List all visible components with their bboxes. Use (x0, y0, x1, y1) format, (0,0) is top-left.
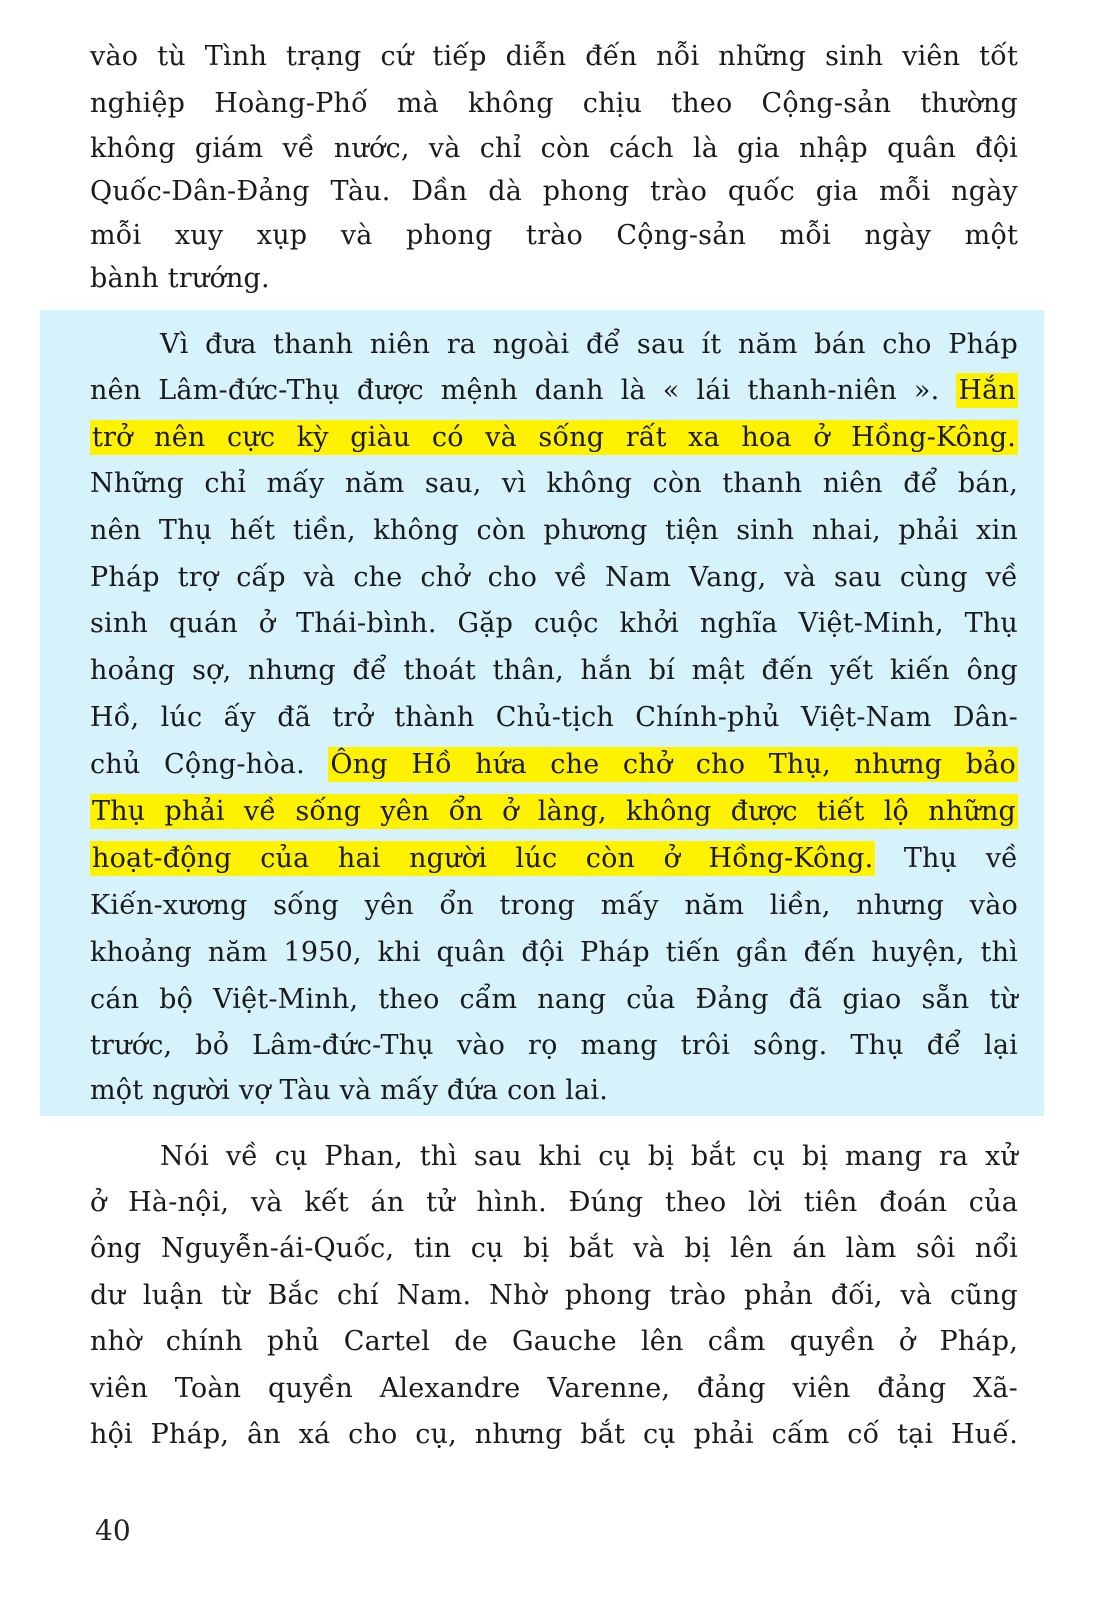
text-line: nên Thụ hết tiền, không còn phương tiện sinh nhai, phải xin (90, 515, 1018, 546)
text-line: Những chỉ mấy năm sau, vì không còn thanh niên để bán, (90, 468, 1018, 499)
highlighted-text: Thụ phải về sống yên ổn ở làng, không được tiết lộ những (92, 796, 1016, 827)
text-line: Quốc-Dân-Đảng Tàu. Dần dà phong trào quốc gia mỗi ngày (90, 176, 1018, 207)
text-segment: nên Lâm-đức-Thụ được mệnh danh là « lái thanh-niên ». (90, 375, 940, 406)
text-line: Kiến-xương sống yên ổn trong mấy năm liền, nhưng vào (90, 890, 1018, 921)
text-line: dư luận từ Bắc chí Nam. Nhờ phong trào phản đối, và cũng (90, 1280, 1018, 1311)
text-line: hoảng sợ, nhưng để thoát thân, hắn bí mật đến yết kiến ông (90, 655, 1018, 686)
text-line-highlighted (90, 795, 1018, 829)
text-line: vào tù Tình trạng cứ tiếp diễn đến nỗi những sinh viên tốt (90, 41, 1018, 72)
text-line: trước, bỏ Lâm-đức-Thụ vào rọ mang trôi sông. Thụ để lại (90, 1030, 1018, 1061)
text-line: cán bộ Việt-Minh, theo cẩm nang của Đảng đã giao sẵn từ (90, 984, 1018, 1015)
text-line: hội Pháp, ân xá cho cụ, nhưng bắt cụ phải cấm cố tại Huế. (90, 1419, 1018, 1450)
text-line: viên Toàn quyền Alexandre Varenne, đảng viên đảng Xã- (90, 1373, 1018, 1404)
text-line: khoảng năm 1950, khi quân đội Pháp tiến gần đến huyện, thì (90, 937, 1018, 968)
text-line: sinh quán ở Thái-bình. Gặp cuộc khởi nghĩa Việt-Minh, Thụ (90, 608, 1018, 639)
text-line-mixed (90, 842, 1018, 876)
text-segment: Thụ về (903, 843, 1018, 874)
text-line: bành trướng. (90, 263, 270, 294)
page-number: 40 (95, 1514, 131, 1547)
text-segment: chủ Cộng-hòa. (90, 749, 305, 780)
text-line: Hồ, lúc ấy đã trở thành Chủ-tịch Chính-phủ Việt-Nam Dân- (90, 702, 1018, 733)
text-line: nghiệp Hoàng-Phố mà không chịu theo Cộng-sản thường (90, 88, 1018, 119)
highlighted-text: hoạt-động của hai người lúc còn ở Hồng-Kông. (92, 843, 874, 874)
text-line: Vì đưa thanh niên ra ngoài để sau ít năm bán cho Pháp (160, 329, 1018, 360)
text-line: Pháp trợ cấp và che chở cho về Nam Vang, và sau cùng về (90, 562, 1018, 593)
text-line: mỗi xuy xụp và phong trào Cộng-sản mỗi ngày một (90, 220, 1018, 251)
text-line: ông Nguyễn-ái-Quốc, tin cụ bị bắt và bị lên án làm sôi nổi (90, 1233, 1018, 1264)
text-line-highlighted (90, 421, 1018, 455)
text-line: Nói về cụ Phan, thì sau khi cụ bị bắt cụ bị mang ra xử (160, 1141, 1018, 1172)
highlighted-text: trở nên cực kỳ giàu có và sống rất xa hoa ở Hồng-Kông. (92, 422, 1016, 453)
text-line-mixed (90, 748, 1018, 782)
highlighted-text: Ông Hồ hứa che chở cho Thụ, nhưng bảo (330, 749, 1016, 780)
text-line: nhờ chính phủ Cartel de Gauche lên cầm quyền ở Pháp, (90, 1326, 1018, 1357)
text-line: một người vợ Tàu và mấy đứa con lai. (90, 1075, 608, 1106)
text-line: không giám về nước, và chỉ còn cách là gia nhập quân đội (90, 133, 1018, 164)
text-line-mixed (90, 374, 1018, 408)
highlighted-text: Hắn (958, 375, 1016, 406)
text-line: ở Hà-nội, và kết án tử hình. Đúng theo lời tiên đoán của (90, 1187, 1018, 1218)
